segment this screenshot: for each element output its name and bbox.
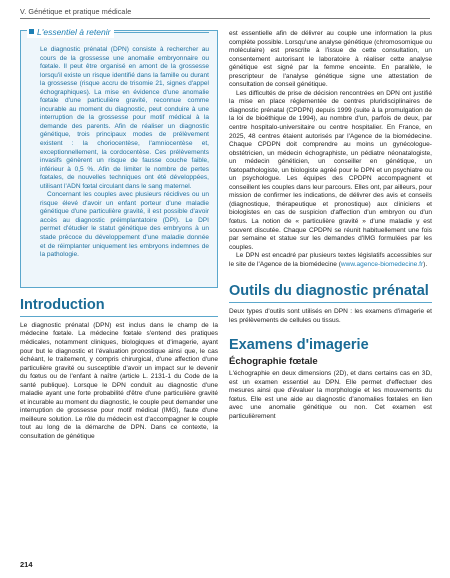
essentiel-box	[20, 27, 218, 288]
right-paragraph-1: est essentielle afin de délivrer au couple une information la plus complète possible. Lorsqu'une analyse génétique (chromosomique ou moléculaire) est prescrite à l'issue de cette consultation, un consentement autorisant le laboratoire à réaliser cette analyse génétique est signé par la femme enceinte. En parallèle, le prescripteur de l'analyse génétique signe une attestation de consultation de conseil génétique.	[229, 30, 432, 89]
essentiel-title	[27, 26, 114, 38]
right-paragraph-3	[229, 252, 432, 269]
introduction-paragraph: Le diagnostic prénatal (DPN) est inclus dans le champ de la médecine fœtale. La médecine fœtale s'entend des pratiques médicales, notamment cliniques, biologiques et d'imagerie, ayant pour but le diagnostic et l'évaluation pronostique ainsi que, le cas échéant, le traitement, y compris chirurgical, d'une affection d'une particulière gravité ou susceptible d'avoir un impact sur le devenir du fœtus ou de l'enfant à naître (article L. 2131-1 du Code de la santé publique). Lorsque le DPN conduit au diagnostic d'une maladie ayant une forte probabilité d'être d'une particulière gravité et incurable au moment du diagnostic, le couple peut demander une interruption de grossesse pour motif médical (IMG), faute d'une meilleure solution. Le rôle du médecin est d'accompagner le couple tout au long de la démarche de DPN. Dans ce contexte, la consultation de génétique	[20, 321, 218, 440]
essentiel-paragraph-2: Concernant les couples avec plusieurs récidives ou un risque élevé d'avoir un enfant porteur d'une maladie génétique d'une particulière gravité, il est possible d'avoir accès au diagnostic préimplantatoire (DPI). Le DPI permet d'étudier le statut génétique des embryons à un stade précoce du développement d'une maladie donnée et de réimplanter uniquement les embryons indemnes de la pathologie.	[40, 191, 209, 259]
introduction-rule	[20, 316, 218, 317]
outils-heading: Outils du diagnostic prénatal	[229, 283, 429, 300]
essentiel-paragraph-1: Le diagnostic prénatal (DPN) consiste à rechercher au cours de la grossesse une anomalie embryonnaire ou fœtale. Il peut être organisé en amont de la grossesse lorsqu'il existe un risque identifié dans la famille ou durant la grossesse (risque accru de trisomie 21, signes d'appel échographiques). La mise en évidence d'une anomalie fœtale d'une particulière gravité, reconnue comme incurable au moment du diagnostic, peut conduire à une interruption de la grossesse pour motif médical à la demande des parents. Afin de réaliser un diagnostic génétique, trois principaux modes de prélèvement existent : la choriocentèse, l'amniocentèse et, exceptionnellement, la cordocentèse. Ces prélèvements invasifs génèrent un risque de fausse couche faible, inférieur à 0,5 %. Afin de limiter le nombre de pertes fœtales, de nouvelles techniques ont été développées, utilisant l'ADN fœtal circulant dans le sang maternel.	[40, 46, 209, 190]
echographie-subheading: Échographie fœtale	[229, 356, 318, 368]
examens-heading: Examens d'imagerie	[229, 337, 369, 354]
left-column	[20, 27, 218, 442]
essentiel-title-text: L'essentiel à retenir	[37, 27, 111, 37]
examens-paragraph: L'échographie en deux dimensions (2D), et dans certains cas en 3D, est un examen essentiel au DPN. Elle permet d'effectuer des mesures ainsi que d'évaluer la morphologie et les mouvements du fœtus. Elle est une aide au diagnostic d'anomalies fœtales en lien avec une anomalie génétique ou non. Cet examen est particulièrement	[229, 370, 432, 421]
square-bullet-icon	[29, 29, 34, 34]
page-number: 214	[20, 560, 33, 569]
outils-paragraph: Deux types d'outils sont utilisés en DPN : les examens d'imagerie et les prélèvements de cellules ou tissus.	[229, 308, 432, 324]
right-paragraph-2: Les difficultés de prise de décision rencontrées en DPN ont justifié la mise en place réglementée de centres pluridisciplinaires de diagnostic prénatal (CPDPN) depuis 1999 (suite à la promulgation de la loi de bioéthique de 1994), au nombre d'un, parfois de deux, par centre hospitalo-universitaire ou centre hospitalier. En France, en 2025, 48 centres étaient autorisés par l'Agence de la biomédecine. Chaque CPDPN doit comprendre au moins un gynécologue-obstétricien, un médecin échographiste, un pédiatre néonatalogiste, un médecin généticien, un conseiller en génétique, un fœtopathologiste, un biologiste agréé pour le DPN et un psychiatre ou un psychologue. Les équipes des CPDPN accompagnent et conseillent les couples dans leur parcours. Elles ont, par ailleurs, pour mission de confirmer les indications, de délivrer des avis et conseils (diagnostique, thérapeutique et pronostique) aux cliniciens et biologistes en cas de suspicion d'affection d'un embryon ou d'un fœtus. La notion de « particulière gravité » d'une maladie y est souvent discutée. Chaque CPDPN se réunit habituellement une fois par semaine et statue sur les demandes d'IMG formulées par les couples.	[229, 89, 432, 251]
right-column	[229, 30, 432, 422]
right-paragraph-3-text: Le DPN est encadré par plusieurs textes législatifs accessibles sur le site de l'Agence de la biomédecine (	[229, 252, 432, 268]
outils-rule	[229, 302, 432, 303]
right-paragraph-3-end: ).	[423, 260, 428, 268]
running-head: V. Génétique et pratique médicale	[20, 7, 430, 19]
agence-biomedecine-link[interactable]: www.agence-biomedecine.fr	[340, 260, 424, 268]
introduction-heading: Introduction	[20, 297, 105, 313]
